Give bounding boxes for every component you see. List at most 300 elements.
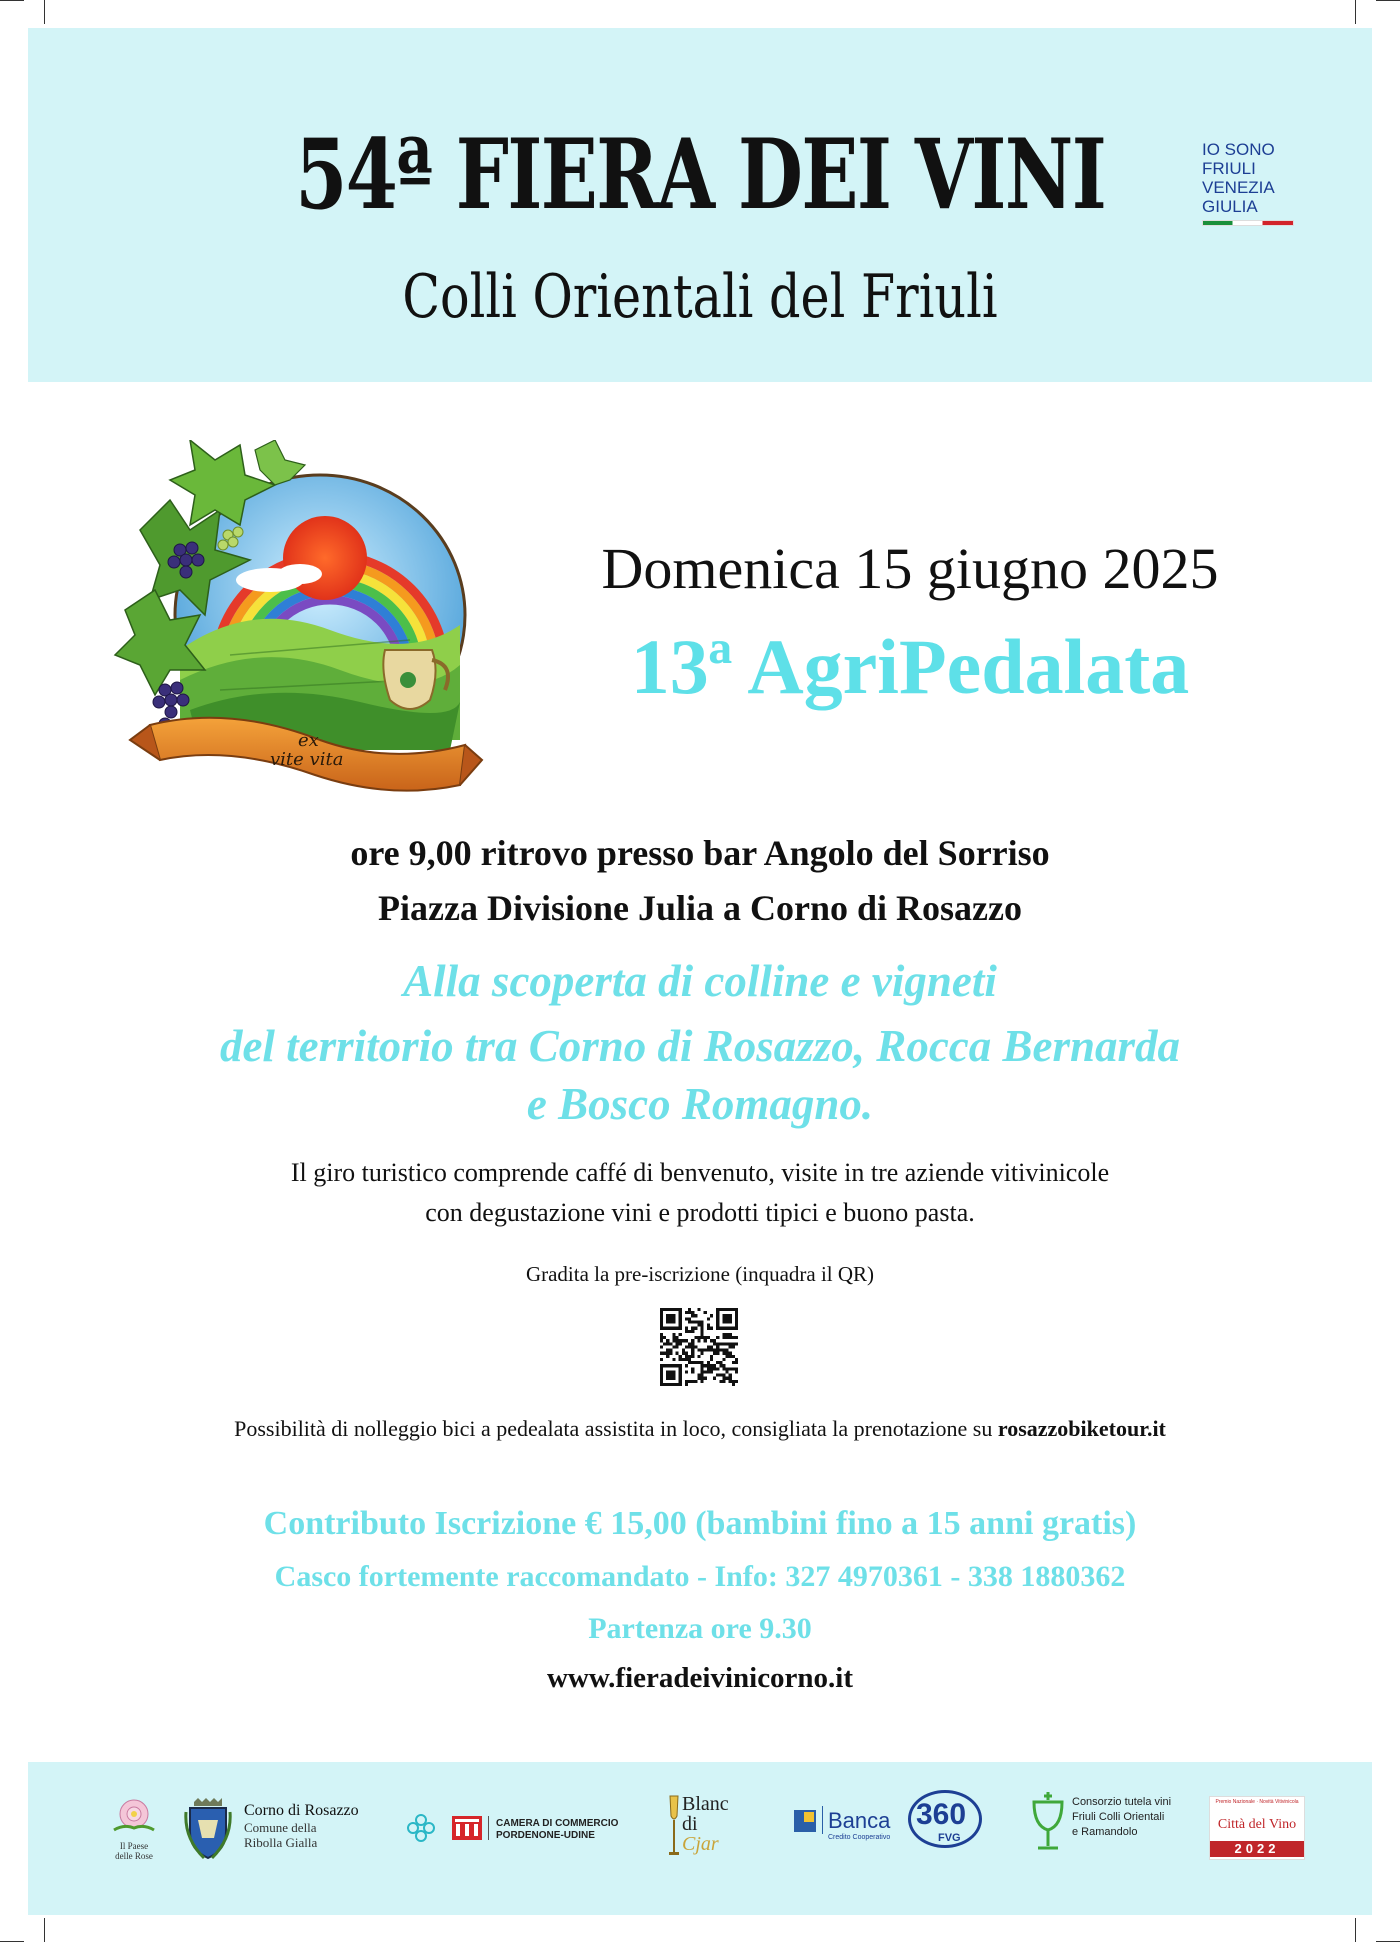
rose-logo (104, 1796, 164, 1861)
bike-rental-note (0, 1416, 1400, 1442)
qr-module (722, 1364, 725, 1367)
qr-module (729, 1308, 732, 1311)
qr-module (685, 1339, 688, 1342)
qr-module (729, 1314, 732, 1317)
qr-module (735, 1361, 738, 1364)
qr-module (679, 1308, 682, 1311)
qr-module (713, 1339, 716, 1342)
qr-module (679, 1355, 682, 1358)
qr-module (716, 1314, 719, 1317)
qr-module (719, 1361, 722, 1364)
qr-module (682, 1352, 685, 1355)
qr-module (732, 1380, 735, 1383)
qr-module (691, 1345, 694, 1348)
tagline-line-1: Alla scoperta di colline e vigneti (403, 956, 997, 1006)
rose-caption-2: delle Rose (115, 1851, 153, 1861)
consorzio-logo (1030, 1790, 1190, 1854)
qr-module (660, 1367, 663, 1370)
qr-module (722, 1333, 725, 1336)
qr-module (704, 1370, 707, 1373)
qr-module (722, 1320, 725, 1323)
qr-module (735, 1320, 738, 1323)
qr-module (679, 1374, 682, 1377)
qr-module (694, 1345, 697, 1348)
qr-module (719, 1342, 722, 1345)
meeting-line-2: Piazza Divisione Julia a Corno di Rosazzo (378, 888, 1022, 928)
event-name: 13ª AgriPedalata (630, 623, 1190, 710)
qr-module (691, 1380, 694, 1383)
qr-module (672, 1314, 675, 1317)
qr-module (735, 1342, 738, 1345)
qr-module (713, 1352, 716, 1355)
fvg-logo-line: GIULIA (1202, 197, 1258, 216)
qr-module (707, 1317, 710, 1320)
qr-module (688, 1355, 691, 1358)
qr-module (722, 1308, 725, 1311)
qr-module (666, 1352, 669, 1355)
qr-module (663, 1308, 666, 1311)
qr-module (672, 1374, 675, 1377)
qr-module (688, 1317, 691, 1320)
qr-module (669, 1349, 672, 1352)
qr-module (691, 1314, 694, 1317)
qr-module (682, 1349, 685, 1352)
crop-mark (1376, 0, 1400, 1)
qr-module (726, 1314, 729, 1317)
qr-module (660, 1377, 663, 1380)
qr-module (726, 1308, 729, 1311)
qr-module (735, 1370, 738, 1373)
fvg-logo-line: VENEZIA (1202, 178, 1275, 197)
qr-module (732, 1345, 735, 1348)
bank-sub: FVG (938, 1832, 961, 1844)
qr-module (735, 1367, 738, 1370)
qr-module (660, 1339, 663, 1342)
qr-module (666, 1308, 669, 1311)
qr-module (660, 1314, 663, 1317)
qr-module (669, 1352, 672, 1355)
qr-module (697, 1374, 700, 1377)
blanc-line-3: Cjar (682, 1833, 719, 1855)
tagline-line-3: e Bosco Romagno. (526, 1079, 874, 1129)
citta-year: 2022 (1210, 1841, 1304, 1857)
qr-module (685, 1355, 688, 1358)
qr-module (701, 1324, 704, 1327)
qr-module (732, 1383, 735, 1386)
qr-module (729, 1355, 732, 1358)
qr-module (716, 1311, 719, 1314)
qr-module (713, 1342, 716, 1345)
qr-module (660, 1324, 663, 1327)
qr-module (691, 1361, 694, 1364)
qr-module (679, 1339, 682, 1342)
qr-module (729, 1333, 732, 1336)
qr-module (691, 1330, 694, 1333)
crop-mark (1355, 1918, 1356, 1942)
consorzio-glass-icon (1030, 1790, 1066, 1852)
banca-360-logo (792, 1782, 1002, 1852)
qr-module (669, 1314, 672, 1317)
qr-module (710, 1364, 713, 1367)
qr-module (732, 1367, 735, 1370)
qr-module (735, 1324, 738, 1327)
qr-module (663, 1383, 666, 1386)
qr-module (666, 1342, 669, 1345)
qr-module (707, 1336, 710, 1339)
qr-module (701, 1330, 704, 1333)
bank-tag: Credito Cooperativo (828, 1834, 891, 1841)
qr-module (660, 1345, 663, 1348)
qr-module (735, 1311, 738, 1314)
qr-module (688, 1358, 691, 1361)
qr-module (735, 1336, 738, 1339)
qr-module (679, 1324, 682, 1327)
qr-module (729, 1374, 732, 1377)
qr-module (726, 1317, 729, 1320)
qr-module (676, 1327, 679, 1330)
qr-module (701, 1352, 704, 1355)
qr-module (707, 1361, 710, 1364)
qr-module (660, 1327, 663, 1330)
website-link[interactable]: www.fieradeivinicorno.it (546, 1662, 854, 1694)
qr-module (660, 1308, 663, 1311)
qr-module (719, 1327, 722, 1330)
qr-module (691, 1349, 694, 1352)
qr-module (682, 1339, 685, 1342)
qr-module (701, 1327, 704, 1330)
qr-module (685, 1364, 688, 1367)
qr-module (707, 1345, 710, 1348)
qr-module (672, 1383, 675, 1386)
qr-module (666, 1364, 669, 1367)
qr-module (707, 1367, 710, 1370)
qr-module (701, 1333, 704, 1336)
qr-module (713, 1364, 716, 1367)
qr-module (685, 1383, 688, 1386)
qr-module (672, 1336, 675, 1339)
qr-module (697, 1355, 700, 1358)
qr-module (716, 1336, 719, 1339)
qr-module (679, 1377, 682, 1380)
qr-module (729, 1336, 732, 1339)
qr-module (694, 1336, 697, 1339)
qr-module (719, 1308, 722, 1311)
qr-module (716, 1317, 719, 1320)
qr-module (707, 1349, 710, 1352)
qr-module (694, 1380, 697, 1383)
consorzio-line-1: Consorzio tutela vini (1072, 1796, 1172, 1808)
helmet-info: Casco fortemente raccomandato - Info: 327 4970361 - 338 1880362 (274, 1560, 1126, 1593)
qr-module (704, 1311, 707, 1314)
qr-module (679, 1367, 682, 1370)
qr-module (669, 1320, 672, 1323)
qr-module (691, 1352, 694, 1355)
qr-module (710, 1327, 713, 1330)
qr-module (719, 1349, 722, 1352)
page-title-text: 54ª FIERA DEI VINI (294, 118, 1106, 231)
qr-module (672, 1320, 675, 1323)
qr-module (710, 1370, 713, 1373)
coat-of-arms-icon (184, 1798, 232, 1860)
blanc-line-2: di (682, 1813, 698, 1835)
qr-module (676, 1364, 679, 1367)
page-title (0, 118, 1400, 231)
crop-mark (44, 1918, 45, 1942)
qr-module (672, 1317, 675, 1320)
page-subtitle (0, 262, 1400, 332)
qr-module (722, 1358, 725, 1361)
qr-module (710, 1314, 713, 1317)
qr-module (666, 1377, 669, 1380)
qr-module (722, 1317, 725, 1320)
qr-module (716, 1342, 719, 1345)
qr-module (726, 1320, 729, 1323)
qr-module (726, 1355, 729, 1358)
qr-module (722, 1342, 725, 1345)
qr-module (685, 1327, 688, 1330)
qr-module (726, 1349, 729, 1352)
qr-module (722, 1336, 725, 1339)
qr-module (669, 1308, 672, 1311)
qr-module (679, 1364, 682, 1367)
qr-module (735, 1314, 738, 1317)
qr-module (697, 1361, 700, 1364)
qr-module (669, 1370, 672, 1373)
comune-sub-2: Ribolla Gialla (244, 1835, 318, 1850)
qr-module (660, 1336, 663, 1339)
qr-module (688, 1330, 691, 1333)
qr-module (701, 1361, 704, 1364)
qr-module (722, 1377, 725, 1380)
qr-module (685, 1358, 688, 1361)
qr-module (679, 1333, 682, 1336)
qr-module (676, 1339, 679, 1342)
qr-module (701, 1320, 704, 1323)
qr-module (685, 1345, 688, 1348)
qr-module (735, 1358, 738, 1361)
bank-square-icon (794, 1810, 816, 1832)
qr-module (729, 1367, 732, 1370)
qr-module (710, 1345, 713, 1348)
comune-name: Corno di Rosazzo (244, 1802, 359, 1819)
qr-module (722, 1352, 725, 1355)
qr-module (669, 1364, 672, 1367)
fvg-logo-line: IO SONO (1202, 140, 1275, 159)
qr-module (694, 1314, 697, 1317)
qr-module (663, 1364, 666, 1367)
qr-module (722, 1314, 725, 1317)
qr-module (691, 1367, 694, 1370)
qr-module (679, 1311, 682, 1314)
qr-module (701, 1370, 704, 1373)
qr-module (701, 1336, 704, 1339)
qr-module (716, 1308, 719, 1311)
qr-module (660, 1320, 663, 1323)
qr-module (666, 1383, 669, 1386)
qr-module (672, 1364, 675, 1367)
qr-module (663, 1327, 666, 1330)
qr-module (691, 1327, 694, 1330)
rose-icon (104, 1796, 164, 1836)
qr-module (710, 1358, 713, 1361)
qr-module (697, 1320, 700, 1323)
qr-module (666, 1339, 669, 1342)
qr-module (676, 1352, 679, 1355)
qr-module (716, 1320, 719, 1323)
qr-module (719, 1364, 722, 1367)
qr-module (701, 1377, 704, 1380)
comune-logo (184, 1798, 384, 1860)
qr-module (666, 1374, 669, 1377)
fvg-logo-line: FRIULI (1202, 159, 1256, 178)
qr-module (691, 1342, 694, 1345)
qr-module (732, 1361, 735, 1364)
qr-module (732, 1342, 735, 1345)
qr-module (660, 1352, 663, 1355)
qr-module (691, 1320, 694, 1323)
emblem-motto-2: vite vita (270, 749, 344, 770)
qr-module (694, 1320, 697, 1323)
comune-sub-1: Comune della (244, 1820, 317, 1835)
qr-module (679, 1327, 682, 1330)
qr-module (722, 1380, 725, 1383)
qr-module (691, 1355, 694, 1358)
qr-module (701, 1374, 704, 1377)
bank-label: Banca (828, 1808, 891, 1833)
qr-module (707, 1324, 710, 1327)
qr-module (710, 1349, 713, 1352)
qr-module (688, 1320, 691, 1323)
qr-module (697, 1308, 700, 1311)
italian-flag-stripe (1202, 220, 1294, 226)
qr-module (701, 1367, 704, 1370)
qr-module (679, 1314, 682, 1317)
qr-module (691, 1311, 694, 1314)
qr-module (672, 1327, 675, 1330)
qr-module (704, 1377, 707, 1380)
qr-module (676, 1342, 679, 1345)
rose-caption-1: Il Paese (119, 1841, 149, 1851)
qr-module (713, 1367, 716, 1370)
qr-module (716, 1349, 719, 1352)
qr-module (666, 1317, 669, 1320)
qr-module (701, 1349, 704, 1352)
qr-module (663, 1352, 666, 1355)
fvg-logo (1202, 140, 1294, 226)
qr-module (672, 1370, 675, 1373)
qr-module (688, 1311, 691, 1314)
qr-module (666, 1327, 669, 1330)
preregistration-note: Gradita la pre-iscrizione (inquadra il QR) (525, 1262, 875, 1286)
qr-module (697, 1339, 700, 1342)
qr-module (726, 1327, 729, 1330)
qr-module (726, 1367, 729, 1370)
consorzio-line-3: e Ramandolo (1072, 1826, 1138, 1838)
qr-module (735, 1317, 738, 1320)
qr-module (688, 1342, 691, 1345)
registration-fee: Contributo Iscrizione € 15,00 (bambini fino a 15 anni gratis) (263, 1505, 1137, 1542)
qr-module (688, 1308, 691, 1311)
qr-module (679, 1383, 682, 1386)
qr-module (707, 1327, 710, 1330)
qr-module (669, 1317, 672, 1320)
qr-module (704, 1364, 707, 1367)
qr-module (672, 1333, 675, 1336)
qr-module (697, 1377, 700, 1380)
description-line-2: con degustazione vini e prodotti tipici e buono pasta. (425, 1198, 975, 1227)
qr-module (726, 1336, 729, 1339)
qr-module (732, 1327, 735, 1330)
qr-module (704, 1349, 707, 1352)
bike-rental-link[interactable]: rosazzobiketour.it (997, 1416, 1166, 1441)
qr-module (666, 1355, 669, 1358)
qr-module (726, 1377, 729, 1380)
qr-module (735, 1380, 738, 1383)
qr-module (672, 1345, 675, 1348)
qr-module (735, 1308, 738, 1311)
chamber-building-icon (452, 1816, 482, 1840)
qr-module (729, 1352, 732, 1355)
qr-module (660, 1358, 663, 1361)
chamber-line-1: CAMERA DI COMMERCIO (496, 1818, 619, 1829)
qr-module (679, 1370, 682, 1373)
qr-module (666, 1370, 669, 1373)
qr-module (710, 1367, 713, 1370)
qr-module (660, 1383, 663, 1386)
qr-module (672, 1339, 675, 1342)
citta-del-vino-logo (1209, 1796, 1305, 1860)
qr-module (719, 1380, 722, 1383)
qr-module (716, 1367, 719, 1370)
qr-module (685, 1330, 688, 1333)
qr-module (713, 1377, 716, 1380)
qr-module (710, 1339, 713, 1342)
crop-mark (1355, 0, 1356, 24)
tagline-line-2: del territorio tra Corno di Rosazzo, Rocca Bernarda (219, 1021, 1181, 1071)
qr-module (707, 1370, 710, 1373)
qr-module (729, 1342, 732, 1345)
qr-module (697, 1336, 700, 1339)
departure-time: Partenza ore 9.30 (588, 1612, 812, 1645)
qr-module (691, 1339, 694, 1342)
qr-module (726, 1352, 729, 1355)
qr-module (682, 1358, 685, 1361)
qr-module (672, 1308, 675, 1311)
qr-module (666, 1349, 669, 1352)
qr-module (726, 1370, 729, 1373)
qr-module (716, 1327, 719, 1330)
qr-module (663, 1342, 666, 1345)
citta-label: Città del Vino (1217, 1817, 1297, 1832)
qr-module (732, 1355, 735, 1358)
qr-module (722, 1327, 725, 1330)
qr-module (660, 1374, 663, 1377)
qr-module (679, 1358, 682, 1361)
qr-module (697, 1324, 700, 1327)
qr-module (676, 1308, 679, 1311)
qr-module (716, 1324, 719, 1327)
qr-module (701, 1380, 704, 1383)
flower-pattern-icon (404, 1812, 438, 1844)
emblem-motto-1: ex (298, 730, 319, 751)
qr-module (666, 1320, 669, 1323)
qr-module (669, 1327, 672, 1330)
qr-module (660, 1380, 663, 1383)
qr-module (716, 1352, 719, 1355)
qr-module (722, 1349, 725, 1352)
qr-module (729, 1380, 732, 1383)
qr-code[interactable] (660, 1308, 738, 1386)
